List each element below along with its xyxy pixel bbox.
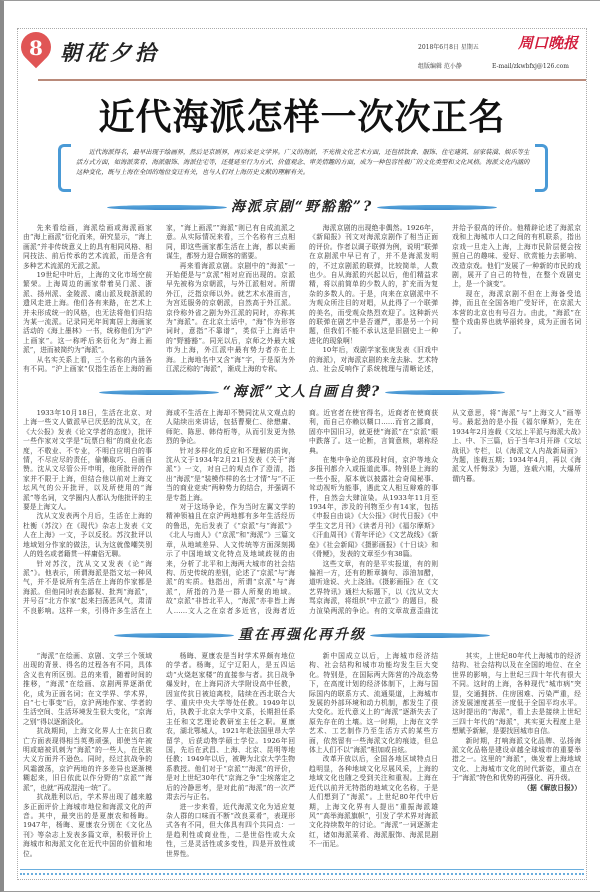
right-bracket-decoration	[535, 144, 548, 192]
section-body-2	[23, 409, 581, 617]
paragraph: 新时期，打响海派文化品牌、弘扬海派文化品格是建设卓越全球城市的重要举措之一。这里的“海派”，焕发着上海地域文化、上海城市文化的时代新姿，重点在于“海派”特色和优势的再强化、再升级。	[452, 736, 581, 783]
header-divider	[38, 79, 586, 81]
bottom-divider	[20, 869, 584, 875]
paragraph: 海派京剧的出现绝非偶然。1926年，《新闻报》刊文对海派京剧作了相当正面的评价。作者以调子联弹为例，说明“联弹在京剧派中早已有了，并不是海派发明的，不过京剧派的联弹，比较简单，人数也少。自从海派的兴起以后，他们精益求精，将以前简单的少数人的，扩充而为复杂的多数人的。于是，向来在京剧派中不为观众所注目的对唱，从此得了一个联弹的美名，而受观众热烈欢迎了。这种新兴的联弹在剧艺中是否谨严，那是另一个问题，但我们不能不承认这是旧剧史上一种进化的现象啊！	[309, 224, 438, 345]
section-heading-1	[18, 197, 586, 217]
paragraph: 从名实关系上看，三个名称的内涵各有不同。“沪上画家”仅指生活在上海的画家，“海上画派”“海派”则已有自成流派之意。从实际情况来看，三个名称有三点相同，即这些画家都生活在上海，都以卖画谋生，都努力迎合顾客的需要。	[23, 224, 295, 374]
article-intro-box	[58, 144, 548, 186]
editor-email: E-mail/zkwbfxj@126.com	[492, 63, 569, 70]
paragraph: 杨晦、夏康农是当时学术界颇有地位的学者。杨晦，辽宁辽阳人，是五四运动“火烧赵家楼”的直接参与者。抗日战争爆发时，在上海同济大学附设高中任教，因宣传抗日被迫离校，陆续在西北联合大学、重庆中央大学等处任教。1949年以后，执教于北京大学中文系，长期担任系主任和文艺理论教研室主任之职。夏康农，湖北鄂城人，1921年赴法国里昂大学留学，后获动物学硕士学位。1926年回国，先后在武昌、上海、北京、昆明等地任教；1949年以后，被聘为北京大学生物系教授。他们对于“京派”“海派”的评价，是对上世纪30年代“京海之争”尘埃落定之后的冷静思考，是对此前“海派”的一次严肃去污与正名。	[166, 652, 295, 802]
paragraph: 沈从文发表两个月后，生活在上海的杜衡（苏汶）在《现代》杂志上发表《文人在上海》一文，予以反驳。苏汶批评以地域划分作家的做法，认为这就像嘲笑别人的姓名或者籍贯一样庸俗无聊。	[23, 512, 152, 559]
paragraph: 现在，海派京剧不但在上海备受追捧，而且在全国各地广受好评，在京派大本营的北京也有号召力。由此，“海派”在整个戏曲界也就华丽转身，成为正面名词了。	[452, 289, 581, 336]
paragraph: 改革开放以后，全国各地区域特点日趋明显，各种地域文化尽展风采，上海的地域文化也随之受到关注和重视。上海在近代以前并无特指的地域文化名称，于是人们想到了“海派”。上世纪80年代中后期，上海文化界有人提出“重振海派雄风”“高举海派旗帜”，引发了学术界对海派文化持续数年的讨论。“海派”一词逐渐走红，诸如海派菜肴、海派服饰、海派昆剧不一而足。	[309, 755, 438, 849]
paragraph: 新中国成立以后，上海城市经济结构、社会结构和城市功能均发生巨大变化。特别是，在国际两大阵营的冷战态势下，在高度计划的经济体制下，上海与国际国内的联系方式、流通渠道，上海城市发展的外部环境和动力机制，都发生了很大变化。近代意义上的“海派”逐渐失去了原先存在的土壤。这一时期，上海在文学艺术、工艺制作乃至生活方式的某些方面，依然留有一些海派文化的痕迹，但总体上人们不以“海派”相加或自炫。	[309, 652, 438, 755]
paragraph: 先来看绘画，海派绘画或海派画家由“海上画派”衍化而来，研究显示，“海上画派”并非传统意义上的具有相同风格、相同技法、前后传承的艺术流派，而是含有多种艺术流派的无派之派。	[23, 224, 152, 270]
section-heading-3	[18, 625, 586, 645]
paragraph: 10年后，戏剧学家张庚发表《旧戏中的海派》，对海派京剧的来龙去脉、艺术特点、社会反响作了系统梳理与清晰论述，并给予很高的评价。他精辟论述了海派京戏和上海城市人口之间的有机联系，指出京戏一旦走入上海，上海市民阶层便会按照自己的趣味、爱好、欣赏能力去影响、改造京戏。他们“发展了一种新的市民的戏剧，展开了自己的特性，在整个戏剧史上，是一个演变”。	[309, 224, 581, 374]
section-heading-2	[18, 382, 586, 402]
page-number: 8	[29, 36, 43, 60]
paragraph: 抗战胜利以后，学术界出现了越来越多正面评价上海城市地位和海派文化的声音。其中，最突出的是夏康农和杨晦。1947年，杨晦、夏康农分别在《文化丛刊》等杂志上发表多篇文章，积极评价上海城市和海派文化在近代中国的价值和地位。	[23, 793, 152, 858]
paragraph: 19世纪中叶后，上海的文化市场空前繁荣。上海周边的画家带着吴门派、浙派、扬州派、金陵派、虞山派及皖浙派的遗风走进上海。他们各有来路，在艺术上并未形成统一的风格，也无法将他们归结为某一流派。记录同光年间寓居上海画家活动的《海上墨林》一书，统称他们为“沪上画家”。这一称呼后来衍化为“海上画派”，进而被简约为“海派”。	[23, 271, 152, 355]
newspaper-logo: 周口晚报	[518, 34, 579, 52]
article-title: 近代海派怎样一次次正名	[98, 96, 506, 138]
article-source: （据《解放日报》）	[523, 783, 581, 792]
heading-bar-left	[114, 633, 234, 638]
section-body-3	[23, 652, 581, 864]
heading-bar-right	[370, 633, 490, 638]
paragraph: 在集中争论的那段时间，京沪等地众多报刊都介入或报道此事。特别是上海的一些小报，原本就以披露社会奇闻秘事、耸动视听为能事，遇此文人相互辩难的事件，自然会大肆渲染。从1933年11月至1934年，涉及的刊物至少有14家，包括《申报自由谈》《大公报》《时代日报》《中学生文艺月刊》《读者月刊》《福尔摩斯》《汗血周刊》《青年评论》《文艺战线》《新垒》《社会新闻》《摄影画报》《十日谈》和《骨鲠》，发表的文章至少有38篇。	[309, 456, 438, 559]
paragraph: 进一步来看，近代海派文化为适应复杂人群的口味而不断“改良菜肴”，表现形式各有不同，但大体具有四个共同点：一是趋利性或商业性，二是世俗性或大众性，三是灵活性或多变性，四是开放性或世界性。	[166, 802, 295, 858]
paragraph: 其实，上世纪80年代上海城市的经济结构、社会结构以及在全国的地位、在全世界的影响，与上世纪三四十年代有很大不同。这时的上海，各种现代“城市病”突显，交通拥挤、住房困难、污染严重，经济发展速度甚至一度低于全国平均水平。这时提出的“海派”，看上去是接续上世纪三四十年代的“海派”，其实更大程度上是想赋予新解，是要找回城市自信。	[452, 652, 581, 736]
left-bracket-decoration	[58, 144, 71, 192]
paragraph: 针对苏汶，沈从文又发表《论“海派”》。他表示，所谓海派是指文坛一种风气，并不是说所有生活在上海的作家都是海派。但他同时表态鄙视、批判“海派”，并号召“北方作家”起来扫荡恶风气，肃清不良影响。这样一来，引得许多生活在上海或不生活在上海却不赞同沈从文观点的人陆续出来讲话，包括曹聚仁、徐懋庸、师陀、陈思、韩侍桁等，从而引发更为热烈的争论。	[23, 409, 295, 615]
column-name: 朝花夕拾	[60, 40, 160, 65]
newspaper-page	[17, 28, 587, 880]
issue-date: 2018年6月8日 星期五	[418, 44, 479, 51]
paragraph: 这些文章，有的是平实报道，有的则偏袒一方，还有的断章摘句、添油加醋，道听途说、火上浇油。《摄影画报》在《文艺界特讯》通栏大标题下，以《沈从文大骂京海派，将组织“中立派”》的题目，极力渲染两派的争论。有的文章故意歪曲沈从文意思，将“海派”与“上海文人”画等号。最起劲的是小报《福尔摩斯》，先在1934年2月连载《文坛上平派与海派大战》上、中、下三篇，后于当年3月开辟《文坛战讯》专栏，以《海派文人内战新局面》为题，连载五期；1934年4月，再以《海派文人忏悔录》为题，连载六期，大爆所谓内幕。	[309, 409, 581, 615]
paragraph: 再来看海派京剧。京剧中的“海派”一开始便是与“京派”相对应而出现的。京派早先被称为京朝派，与外江派相对。所谓外江，泛指京师以外。就艺术水准而言，为宫廷服务的京朝派，自然高于外江派。京伶称外省之剧为外江派的同时，亦称其为“海派”。在北京土话中，“海”作为形容词时，意指“不靠谱”，类似于上海话中的“野豁豁”。同光以后，京师之外最大城市为上海，外江派中最有势力者亦在上海。上海地名中又含“海”字，于是原为外江派泛称的“海派”，渐成上海的专称。	[166, 261, 295, 374]
heading-bar-left	[107, 205, 227, 210]
paragraph: “海派”在绘画、京剧、文学三个领域出现的背景、得名的过程各有不同，具体含义也有所区别。总的来看，随着时间的推移，“海派”在绘画、京剧两界逐渐优化，成为正面名词；在文学界、学术界，自“七七事变”后，京沪两地作家、学者的生活空间、生活环境发生很大变化，“京海之别”得以逐渐淡化。	[23, 652, 152, 726]
heading-bar-right	[377, 205, 497, 210]
heading-bar-right	[385, 390, 505, 395]
section-body-1	[23, 224, 581, 376]
heading-bar-left	[99, 390, 219, 395]
paragraph: 对于这场争论，作为当时左翼文学的精神领袖且在京沪两地都有多年生活经历的鲁迅，先后发表了《“京派”与“海派”》《北人与南人》《“京派”和“海派”》三篇文章，从地域差异、人文传统等方面深刻揭示了中国地域文化特点及地域歧视的由来，分析了北平和上海两大城市的社会结构、历史传统的差别，论述了“京派”与“海派”的实质。他指出，所谓“京派”与“海派”，所指的乃是一群人所聚的地域。故“京派”非皆北平人，“海派”亦非皆上海人……文人之在京者多近官，没海者近商。近官者在使官得名，近商者在使商获利，而自己亦赖以糊口……而官之鄙商，固亦中国旧习，就更使“海派”在“京派”眼中跌落了。这一论断，言简意赅，堪称经典。	[166, 409, 438, 615]
section-title: 海派京剧“野豁豁”?	[230, 199, 374, 215]
section-title: 重在再强化再升级	[238, 627, 366, 643]
paragraph: 抗战期间，上海文化界人士在抗日救亡方面表现得相当英勇顽强，即使当年被明或暗被讥刺为“海派”的一些人，在民族大义方面并不逊色。同时，经过抗战争的风霜激荡，京沪两地的许多差异也逐渐模糊起来，旧日依此以作分野的“京派”“海派”，也就“再成混沌一统”了。	[23, 727, 152, 792]
section-title: “海派”文人自画自赞?	[222, 384, 382, 400]
article-intro: 近代海派得名，最早出现于绘画界，然后是京剧界，再后来是文学界。广义的海派，不光指文化艺术方面，还包括饮食、服饰、住宅建筑、居家装潢、娱乐等生活方式方面，如海派菜肴、海派服饰、海派住宅等，还蔓延至行为方式、价值观念、审美情趣的方面，成为一种包容性极广的文化类型和文化风格。海派文化内涵的这种变化，既与上海在全国的地位变迁有关，也与人们对上海历史文献的理解有关。	[76, 149, 530, 176]
paragraph: 1933年10月18日，生活在北京、对上海一些文人做派早已厌恶的沈从文，在《大公报》发表《论文学者的态度》，批评一些作家对文学是“玩票白相”的商业化态度，不敬业、不专业，不明白应明白的事情，不尽应尽的责任，偷懒取巧、自画自赞。沈从文尽管公开申明，他所批评的作家并不限于上海，但结合他以前对上海文坛风气的公开批评，以及所使用的“海派”等名词，文学圈内人都认为他批评的主要是上海文人。	[23, 409, 152, 512]
paragraph: 针对多样化的反应和不理解的质询，沈从文于1934年2月21日发表《关于“海派”》一文，对自己的观点作了澄清，指出“海派”是“装模作样的名士才情”与“不正当的商业竞卖”两种势力的结合，并强调不是专指上海。	[166, 446, 295, 502]
layout-editor: 组版编辑 范小静	[418, 63, 462, 70]
